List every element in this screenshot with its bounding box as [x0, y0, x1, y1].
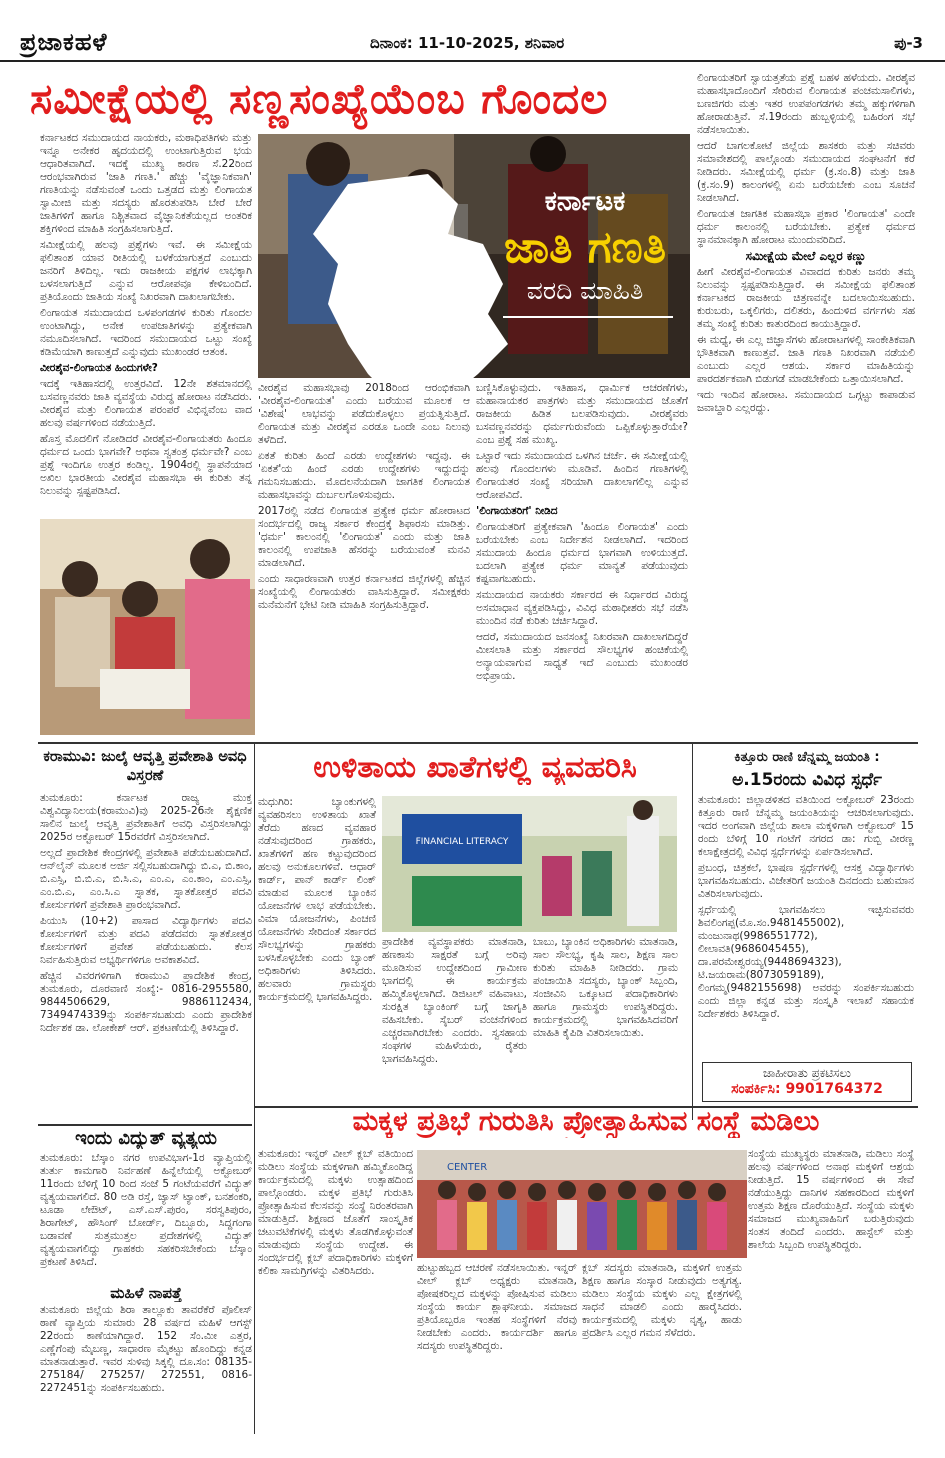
savings-article-col-3	[533, 936, 678, 1116]
savings-article-col-1	[258, 796, 376, 1116]
paragraph: ಲಿಂಗಾಯತ ಸಮುದಾಯದ ಒಳಪಂಗಡಗಳ ಕುರಿತು ಗೊಂದಲ ಉಂಟಾಗಿದ್ದು, ಅನೇಕ ಉಪಜಾತಿಗಳನ್ನು ಪ್ರತ್ಯೇಕವಾಗಿ ನಮೂದಿಸಲಾಗಿದೆ. ಇದರಿಂದ ಸಮುದಾಯದ ಒಟ್ಟು ಸಂಖ್ಯೆ ಕಡಿಮೆಯಾಗಿ ಕಾಣುತ್ತದೆ ಎನ್ನುವುದು ಮುಖಂಡರ ಆತಂಕ.	[40, 307, 252, 358]
paragraph: ಸಮೀಕ್ಷೆಯಲ್ಲಿ ಹಲವು ಪ್ರಶ್ನೆಗಳು ಇವೆ. ಈ ಸಮೀಕ್ಷೆಯ ಫಲಿತಾಂಶ ಯಾವ ರೀತಿಯಲ್ಲಿ ಬಳಕೆಯಾಗುತ್ತದೆ ಎಂಬುದು ಜನರಿಗೆ ತಿಳಿದಿಲ್ಲ. ಇದು ರಾಜಕೀಯ ಪಕ್ಷಗಳ ಲಾಭಕ್ಕಾಗಿ ಬಳಸಲಾಗುತ್ತಿದೆ ಎನ್ನುವ ಆರೋಪವೂ ಕೇಳಿಬಂದಿದೆ. ಪ್ರತಿಯೊಂದು ಜಾತಿಯ ಸಂಖ್ಯೆ ನಿಖರವಾಗಿ ದಾಖಲಾಗಬೇಕು.	[40, 239, 252, 303]
madilu-article-col-2	[417, 1262, 577, 1434]
paragraph: ವೀರಶೈವ ಮಹಾಸಭಾವು 2018ರಿಂದ ಆರಂಭಿಕವಾಗಿ 'ವೀರಶೈವ-ಲಿಂಗಾಯತ' ಎಂದು ಬರೆಯುವ ಮೂಲಕ ಆ 'ವಿಶೇಷ' ಲಾಭವನ್ನು ಪಡೆದುಕೊಳ್ಳಲು ಪ್ರಯತ್ನಿಸುತ್ತಿದೆ. ಲಿಂಗಾಯತ ಮತ್ತು ವೀರಶೈವ ಎರಡೂ ಒಂದೇ ಎಂಬ ನಿಲುವು ತಳೆದಿದೆ.	[258, 382, 470, 446]
paper-name: ಪ್ರಜಾಕಹಳೆ	[20, 28, 108, 56]
masthead	[0, 0, 945, 62]
lead-headline: ಸಮೀಕ್ಷೆಯಲ್ಲಿ ಸಣ್ಣಸಂಖ್ಯೆಯೆಂಬ ಗೊಂದಲ	[30, 74, 609, 123]
madilu-group-photo	[417, 1150, 747, 1258]
kittur-headline-line-1: ಕಿತ್ತೂರು ರಾಣಿ ಚೆನ್ನಮ್ಮ ಜಯಂತಿ :	[734, 750, 880, 765]
subheading: ವೀರಶೈವ-ಲಿಂಗಾಯತ ಹಿಂದುಗಳೇ?	[40, 362, 158, 374]
savings-article-col-2	[382, 936, 527, 1116]
ad-phone: ಸಂಪರ್ಕಿಸಿ: 9901764372	[731, 1081, 883, 1097]
paragraph: ಈ ಮಧ್ಯೆ, ಈ ಎಲ್ಲ ಜಿಜ್ಞಾಸೆಗಳು ಹೋರಾಟಗಳಲ್ಲಿ ಸಾಂಕೇತಿಕವಾಗಿ ಭೌತಿಕವಾಗಿ ಕಾಣುತ್ತವೆ. ಜಾತಿ ಗಣತಿ ನಿಖರವಾಗಿ ನಡೆಯಲಿ ಎಂಬುದು ಎಲ್ಲರ ಆಶಯ. ಸರ್ಕಾರ ಮಾಹಿತಿಯನ್ನು ಪಾರದರ್ಶಕವಾಗಿ ಬಿಡುಗಡೆ ಮಾಡಬೇಕೆಂದು ಒತ್ತಾಯಿಸಲಾಗಿದೆ.	[697, 334, 915, 385]
madilu-article-col-1	[258, 1148, 413, 1434]
photo-banner-text: FINANCIAL LITERACY	[415, 837, 509, 847]
caste-census-hero-image	[258, 134, 690, 378]
hero-divider	[503, 316, 673, 318]
paragraph: ಒಟ್ಟಾರೆ ಇದು ಸಮುದಾಯದ ಒಳಗಿನ ಚರ್ಚೆ. ಈ ಸಮೀಕ್ಷೆಯಲ್ಲಿ ಹಲವು ಗೊಂದಲಗಳು ಮೂಡಿವೆ. ಹಿಂದಿನ ಗಣತಿಗಳಲ್ಲಿ ಲಿಂಗಾಯತರ ಸಂಖ್ಯೆ ಸರಿಯಾಗಿ ದಾಖಲಾಗಲಿಲ್ಲ ಎನ್ನುವ ಆರೋಪವಿದೆ.	[476, 450, 688, 501]
paragraph: ತುಮಕೂರು: ಜಿಲ್ಲಾಡಳಿತದ ವತಿಯಿಂದ ಅಕ್ಟೋಬರ್ 23ರಂದು ಕಿತ್ತೂರು ರಾಣಿ ಚೆನ್ನಮ್ಮ ಜಯಂತಿಯನ್ನು ಆಚರಿಸಲಾಗುವುದು. ಇದರ ಅಂಗವಾಗಿ ಜಿಲ್ಲೆಯ ಶಾಲಾ ಮಕ್ಕಳಿಗಾಗಿ ಅಕ್ಟೋಬರ್ 15 ರಂದು ಬೆಳಿಗ್ಗೆ 10 ಗಂಟೆಗೆ ನಗರದ ಡಾ: ಗುಬ್ಬಿ ವೀರಣ್ಣ ಕಲಾಕ್ಷೇತ್ರದಲ್ಲಿ ವಿವಿಧ ಸ್ಪರ್ಧೆಗಳನ್ನು ಏರ್ಪಡಿಸಲಾಗಿದೆ.	[698, 794, 914, 858]
karamuvi-article	[40, 792, 252, 1122]
paragraph: ಹೊಸ್ತ ಮೊದಲಿಗೆ ನೋಡಿದರೆ ವೀರಶೈವ-ಲಿಂಗಾಯತರು ಹಿಂದೂ ಧರ್ಮದ ಒಂದು ಭಾಗವೇ? ಅಥವಾ ಸ್ವತಂತ್ರ ಧರ್ಮವೇ? ಎಂಬ ಪ್ರಶ್ನೆ ಇಂದಿಗೂ ಉತ್ತರ ಕಂಡಿಲ್ಲ. 1904ರಲ್ಲಿ ಸ್ಥಾಪನೆಯಾದ ಅಖಿಲ ಭಾರತೀಯ ವೀರಶೈವ ಮಹಾಸಭಾ ಈ ಕುರಿತು ತನ್ನ ನಿಲುವನ್ನು ಸ್ಪಷ್ಟಪಡಿಸಿದೆ.	[40, 433, 252, 497]
page-number: ಪು-3	[894, 34, 923, 52]
date-line: ದಿನಾಂಕ: 11-10-2025, ಶನಿವಾರ	[370, 34, 565, 52]
missing-woman-headline: ಮಹಿಳೆ ನಾಪತ್ತೆ	[110, 1284, 182, 1302]
paragraph: ಸ್ಪರ್ಧೆಯಲ್ಲಿ ಭಾಗವಹಿಸಲು ಇಚ್ಛಿಸುವವರು ಶಿವಲಿಂಗಪ್ಪ(ಮೊ.ಸಂ.9481455002), ಮಂಜುನಾಥ(9986551772), ಲೀಲಾವತಿ(9686045455), ದಾ.ಪರಮೇಶ್ವರಯ್ಯ(9448694323), ಟಿ.ಜಯರಾಮ(8073059189), ಲಿಂಗಮ್ಮ(9482155698) ಅವರನ್ನು ಸಂಪರ್ಕಿಸಬಹುದು ಎಂದು ಜಿಲ್ಲಾ ಕನ್ನಡ ಮತ್ತು ಸಂಸ್ಕೃತಿ ಇಲಾಖೆ ಸಹಾಯಕ ನಿರ್ದೇಶಕರು ತಿಳಿಸಿದ್ದಾರೆ.	[698, 904, 914, 1020]
paragraph: 2017ರಲ್ಲಿ ನಡೆದ ಲಿಂಗಾಯತ ಪ್ರತ್ಯೇಕ ಧರ್ಮ ಹೋರಾಟದ ಸಂದರ್ಭದಲ್ಲಿ ರಾಜ್ಯ ಸರ್ಕಾರ ಕೇಂದ್ರಕ್ಕೆ ಶಿಫಾರಸು ಮಾಡಿತ್ತು. 'ಧರ್ಮ' ಕಾಲಂನಲ್ಲಿ 'ಲಿಂಗಾಯತ' ಎಂದು ಮತ್ತು ಜಾತಿ ಕಾಲಂನಲ್ಲಿ ಉಪಜಾತಿ ಹೆಸರನ್ನು ಬರೆಯುವಂತೆ ಮನವಿ ಮಾಡಲಾಗಿದೆ.	[258, 505, 470, 569]
paragraph: ಬಾಬು, ಬ್ಯಾಂಕಿನ ಅಧಿಕಾರಿಗಳು ಮಾತನಾಡಿ, ಸಾಲ ಸೌಲಭ್ಯ, ಕೃಷಿ ಸಾಲ, ಶಿಕ್ಷಣ ಸಾಲ ಕುರಿತು ಮಾಹಿತಿ ನೀಡಿದರು. ಗ್ರಾಮ ಪಂಚಾಯಿತಿ ಸದಸ್ಯರು, ಬ್ಯಾಂಕ್ ಸಿಬ್ಬಂದಿ, ಸಂಜೀವಿನಿ ಒಕ್ಕೂಟದ ಪದಾಧಿಕಾರಿಗಳು ಹಾಗೂ ಗ್ರಾಮಸ್ಥರು ಉಪಸ್ಥಿತರಿದ್ದರು. ಕಾರ್ಯಕ್ರಮದಲ್ಲಿ ಭಾಗವಹಿಸಿದವರಿಗೆ ಮಾಹಿತಿ ಕೈಪಿಡಿ ವಿತರಿಸಲಾಯಿತು.	[533, 936, 678, 1039]
paragraph: ಎಂದು ಸಾಧಾರಣವಾಗಿ ಉತ್ತರ ಕರ್ನಾಟಕದ ಜಿಲ್ಲೆಗಳಲ್ಲಿ ಹೆಚ್ಚಿನ ಸಂಖ್ಯೆಯಲ್ಲಿ ಲಿಂಗಾಯತರು ವಾಸಿಸುತ್ತಿದ್ದಾರೆ. ಸಮೀಕ್ಷಕರು ಮನೆಮನೆಗೆ ಭೇಟಿ ನೀಡಿ ಮಾಹಿತಿ ಸಂಗ್ರಹಿಸುತ್ತಿದ್ದಾರೆ.	[258, 573, 470, 611]
paragraph: ಮಧುಗಿರಿ: ಬ್ಯಾಂಕುಗಳಲ್ಲಿ ವ್ಯವಹರಿಸಲು ಉಳಿತಾಯ ಖಾತೆ ತೆರೆದು ಹಣದ ವ್ಯವಹಾರ ನಡೆಸುವುದರಿಂದ ಗ್ರಾಹಕರು, ಖಾತೆಗಳಿಗೆ ಹಣ ಕಟ್ಟುವುದರಿಂದ ಹಲವು ಅನುಕೂಲಗಳಿವೆ. ಆಧಾರ್ ಕಾರ್ಡ್, ಪಾನ್ ಕಾರ್ಡ್ ಲಿಂಕ್ ಮಾಡುವ ಮೂಲಕ ಬ್ಯಾಂಕಿನ ಯೋಜನೆಗಳ ಲಾಭ ಪಡೆಯಬೇಕು. ವಿಮಾ ಯೋಜನೆಗಳು, ಪಿಂಚಣಿ ಯೋಜನೆಗಳು ಸೇರಿದಂತೆ ಸರ್ಕಾರದ ಸೌಲಭ್ಯಗಳನ್ನು ಗ್ರಾಹಕರು ಬಳಸಿಕೊಳ್ಳಬೇಕು ಎಂದು ಬ್ಯಾಂಕ್ ಅಧಿಕಾರಿಗಳು ತಿಳಿಸಿದರು. ಹಲವಾರು ಗ್ರಾಮಸ್ಥರು ಕಾರ್ಯಕ್ರಮದಲ್ಲಿ ಭಾಗವಹಿಸಿದ್ದರು.	[258, 796, 376, 1003]
kittur-article	[698, 794, 914, 1058]
lead-column-4	[697, 72, 915, 734]
madilu-article-col-3	[582, 1262, 742, 1434]
column-divider	[692, 744, 693, 1120]
lead-column-2	[258, 382, 470, 732]
paragraph: ಲಿಂಗಾಯತ ಜಾಗತಿಕ ಮಹಾಸಭಾ ಪ್ರಕಾರ 'ಲಿಂಗಾಯತ' ಎಂದೇ ಧರ್ಮ ಕಾಲಂನಲ್ಲಿ ಬರೆಯಬೇಕು. ಪ್ರತ್ಯೇಕ ಧರ್ಮದ ಸ್ಥಾನಮಾನಕ್ಕಾಗಿ ಹೋರಾಟ ಮುಂದುವರಿದಿದೆ.	[697, 208, 915, 246]
paragraph: ಲಿಂಗಾಯತರಿಗೆ ಪ್ರತ್ಯೇಕವಾಗಿ 'ಹಿಂದೂ ಲಿಂಗಾಯತ' ಎಂದು ಬರೆಯಬೇಕು ಎಂಬ ನಿರ್ದೇಶನ ನೀಡಲಾಗಿದೆ. ಇದರಿಂದ ಸಮುದಾಯ ಹಿಂದೂ ಧರ್ಮದ ಭಾಗವಾಗಿ ಉಳಿಯುತ್ತದೆ. ಬದಲಾಗಿ ಪ್ರತ್ಯೇಕ ಧರ್ಮ ಮಾನ್ಯತೆ ಪಡೆಯುವುದು ಕಷ್ಟವಾಗಬಹುದು.	[476, 521, 688, 585]
paragraph: ಆದರೆ, ಸಮುದಾಯದ ಜನಸಂಖ್ಯೆ ನಿಖರವಾಗಿ ದಾಖಲಾಗದಿದ್ದರೆ ಮೀಸಲಾತಿ ಮತ್ತು ಸರ್ಕಾರದ ಸೌಲಭ್ಯಗಳ ಹಂಚಿಕೆಯಲ್ಲಿ ಅನ್ಯಾಯವಾಗುವ ಸಾಧ್ಯತೆ ಇದೆ ಎಂಬುದು ಮುಖಂಡರ ಅಭಿಪ್ರಾಯ.	[476, 631, 688, 682]
paragraph: ಲಿಂಗಾಯತರಿಗೆ ಸ್ವಾಯತ್ತತೆಯ ಪ್ರಶ್ನೆ ಬಹಳ ಹಳೆಯದು. ವೀರಶೈವ ಮಹಾಸಭಾದೊಂದಿಗೆ ಸೇರಿರುವ ಲಿಂಗಾಯತ ಪಂಚಮಸಾಲಿಗಳು, ಬಣಜಿಗರು ಮತ್ತು ಇತರ ಉಪಪಂಗಡಗಳು ತಮ್ಮ ಹಕ್ಕುಗಳಿಗಾಗಿ ಹೋರಾಡುತ್ತಿವೆ. ಸೆ.19ರಂದು ಹುಬ್ಬಳ್ಳಿಯಲ್ಲಿ ಬಹಿರಂಗ ಸಭೆ ನಡೆಸಲಾಯಿತು.	[697, 72, 915, 136]
paragraph: ಬಣ್ಣಿಸಿಕೊಳ್ಳುವುದು. ಇತಿಹಾಸ, ಧಾರ್ಮಿಕ ಆಚರಣೆಗಳು, ಮಹಾನಾಯಕರ ಪಾತ್ರಗಳು ಮತ್ತು ಸಮುದಾಯದ ಜೊತೆಗೆ ರಾಜಕೀಯ ಹಿಡಿತ ಬಲಪಡಿಸುವುದು. ವೀರಶೈವರು ಬಸವಣ್ಣನವರನ್ನು ಧರ್ಮಗುರುವೆಂದು ಒಪ್ಪಿಕೊಳ್ಳುತ್ತಾರೆಯೇ? ಎಂಬ ಪ್ರಶ್ನೆ ಸಹ ಮುಖ್ಯ.	[476, 382, 688, 446]
paragraph: ಪ್ರಾದೇಶಿಕ ವ್ಯವಸ್ಥಾಪಕರು ಮಾತನಾಡಿ, ಹಣಕಾಸು ಸಾಕ್ಷರತೆ ಬಗ್ಗೆ ಅರಿವು ಮೂಡಿಸುವ ಉದ್ದೇಶದಿಂದ ಗ್ರಾಮೀಣ ಭಾಗದಲ್ಲಿ ಈ ಕಾರ್ಯಕ್ರಮ ಹಮ್ಮಿಕೊಳ್ಳಲಾಗಿದೆ. ಡಿಜಿಟಲ್ ವಹಿವಾಟು, ಸುರಕ್ಷಿತ ಬ್ಯಾಂಕಿಂಗ್ ಬಗ್ಗೆ ಜಾಗೃತಿ ವಹಿಸಬೇಕು. ಸೈಬರ್ ವಂಚನೆಗಳಿಂದ ಎಚ್ಚರವಾಗಿರಬೇಕು ಎಂದರು. ಸ್ವಸಹಾಯ ಸಂಘಗಳ ಮಹಿಳೆಯರು, ರೈತರು ಭಾಗವಹಿಸಿದ್ದರು.	[382, 936, 527, 1065]
paragraph: ಸಂಸ್ಥೆಯ ಮುಖ್ಯಸ್ಥರು ಮಾತನಾಡಿ, ಮಡಿಲು ಸಂಸ್ಥೆ ಹಲವು ವರ್ಷಗಳಿಂದ ಅನಾಥ ಮಕ್ಕಳಿಗೆ ಆಶ್ರಯ ನೀಡುತ್ತಿದೆ. 15 ವರ್ಷಗಳಿಂದ ಈ ಸೇವೆ ನಡೆಯುತ್ತಿದ್ದು ದಾನಿಗಳ ಸಹಕಾರದಿಂದ ಮಕ್ಕಳಿಗೆ ಉತ್ತಮ ಶಿಕ್ಷಣ ದೊರೆಯುತ್ತಿದೆ. ಸಂಸ್ಥೆಯ ಮಕ್ಕಳು ಸಮಾಜದ ಮುಖ್ಯವಾಹಿನಿಗೆ ಬರುತ್ತಿರುವುದು ಸಂತಸ ತಂದಿದೆ ಎಂದರು. ಹಾಸ್ಟೆಲ್ ಮತ್ತು ಶಾಲೆಯ ಸಿಬ್ಬಂದಿ ಉಪಸ್ಥಿತರಿದ್ದರು.	[748, 1148, 914, 1251]
paragraph: ಏಕತೆ ಕುರಿತು ಹಿಂದೆ ಎರಡು ಉದ್ದೇಶಗಳು ಇದ್ದವು. ಈ 'ಏಕತೆ'ಯ ಹಿಂದೆ ಎರಡು ಉದ್ದೇಶಗಳು ಇದ್ದುದನ್ನು ಗಮನಿಸಬಹುದು. ಮೊದಲನೆಯದಾಗಿ ಜಾಗತಿಕ ಲಿಂಗಾಯತ ಮಹಾಸಭಾವನ್ನು ದುರ್ಬಲಗೊಳಿಸುವುದು.	[258, 450, 470, 501]
paragraph: ಪ್ರಬಂಧ, ಚಿತ್ರಕಲೆ, ಭಾಷಣ ಸ್ಪರ್ಧೆಗಳಲ್ಲಿ ಆಸಕ್ತ ವಿದ್ಯಾರ್ಥಿಗಳು ಭಾಗವಹಿಸಬಹುದು. ವಿಜೇತರಿಗೆ ಜಯಂತಿ ದಿನದಂದು ಬಹುಮಾನ ವಿತರಿಸಲಾಗುವುದು.	[698, 862, 914, 900]
section-divider	[38, 742, 918, 744]
hero-title-karnataka: ಕರ್ನಾಟಕ	[544, 186, 626, 217]
madilu-headline: ಮಕ್ಕಳ ಪ್ರತಿಭೆ ಗುರುತಿಸಿ ಪ್ರೋತ್ಸಾಹಿಸುವ ಸಂಸ್ಥೆ ಮಡಿಲು	[352, 1106, 820, 1137]
paragraph: ಕ್ಲಬ್ ಸದಸ್ಯರು ಮಾತನಾಡಿ, ಮಕ್ಕಳಿಗೆ ಉತ್ತಮ ಶಿಕ್ಷಣ ಹಾಗೂ ಸಂಸ್ಕಾರ ನೀಡುವುದು ಅತ್ಯಗತ್ಯ. ಮಡಿಲು ಸಂಸ್ಥೆಯ ಮಕ್ಕಳು ಎಲ್ಲ ಕ್ಷೇತ್ರಗಳಲ್ಲಿ ಸಾಧನೆ ಮಾಡಲಿ ಎಂದು ಹಾರೈಸಿದರು. ಕಾರ್ಯಕ್ರಮದಲ್ಲಿ ಮಕ್ಕಳು ನೃತ್ಯ, ಹಾಡು ಪ್ರದರ್ಶಿಸಿ ಎಲ್ಲರ ಗಮನ ಸೆಳೆದರು.	[582, 1262, 742, 1339]
paragraph: ಹೆಚ್ಚಿನ ವಿವರಗಳಿಗಾಗಿ ಕರಾಮುವಿ ಪ್ರಾದೇಶಿಕ ಕೇಂದ್ರ, ತುಮಕೂರು, ದೂರವಾಣಿ ಸಂಖ್ಯೆ:- 0816-2955580, 9844506629, 9886112434, 7349474339ನ್ನು ಸಂಪರ್ಕಿಸಬಹುದು ಎಂದು ಪ್ರಾದೇಶಿಕ ನಿರ್ದೇಶಕ ಡಾ. ಲೋಕೇಶ್ ಆರ್. ಪ್ರಕಟಣೆಯಲ್ಲಿ ತಿಳಿಸಿದ್ದಾರೆ.	[40, 970, 252, 1034]
kittur-headline-line-2: ಅ.15ರಂದು ವಿವಿಧ ಸ್ಪರ್ಧೆ	[732, 770, 882, 790]
survey-women-photo	[40, 519, 255, 735]
paragraph: ತುಮಕೂರು ಜಿಲ್ಲೆಯ ಶಿರಾ ತಾಲ್ಲೂಕು ತಾವರೆಕೆರೆ ಪೊಲೀಸ್ ಠಾಣೆ ವ್ಯಾಪ್ತಿಯ ಸುಮಾರು 28 ವರ್ಷದ ಮಹಿಳೆ ಆಗಸ್ಟ್ 22ರಂದು ಕಾಣೆಯಾಗಿದ್ದಾರೆ. 152 ಸೆಂ.ಮೀ ಎತ್ತರ, ಎಣ್ಣೆಗೆಂಪು ಮೈಬಣ್ಣ, ಸಾಧಾರಣ ಮೈಕಟ್ಟು ಹೊಂದಿದ್ದು ಕನ್ನಡ ಮಾತನಾಡುತ್ತಾರೆ. ಇವರ ಸುಳಿವು ಸಿಕ್ಕಲ್ಲಿ ದೂ.ಸಂ: 08135-275184/ 275257/ 272551, 0816-2272451ನ್ನು ಸಂಪರ್ಕಿಸಬಹುದು.	[40, 1304, 252, 1394]
savings-account-headline: ಉಳಿತಾಯ ಖಾತೆಗಳಲ್ಲಿ ವ್ಯವಹರಿಸಿ	[313, 750, 637, 785]
karamuvi-headline: ಕರಾಮುವಿ: ಜುಲೈ ಆವೃತ್ತಿ ಪ್ರವೇಶಾತಿ ಅವಧಿ ವಿಸ್ತರಣೆ	[43, 749, 247, 784]
paragraph: ತುಮಕೂರು: ಇನ್ನರ್ ವೀಲ್ ಕ್ಲಬ್ ವತಿಯಿಂದ ಮಡಿಲು ಸಂಸ್ಥೆಯ ಮಕ್ಕಳಿಗಾಗಿ ಹಮ್ಮಿಕೊಂಡಿದ್ದ ಕಾರ್ಯಕ್ರಮದಲ್ಲಿ ಮಕ್ಕಳು ಉತ್ಸಾಹದಿಂದ ಪಾಲ್ಗೊಂಡರು. ಮಕ್ಕಳ ಪ್ರತಿಭೆ ಗುರುತಿಸಿ ಪ್ರೋತ್ಸಾಹಿಸುವ ಕೆಲಸವನ್ನು ಸಂಸ್ಥೆ ನಿರಂತರವಾಗಿ ಮಾಡುತ್ತಿದೆ. ಶಿಕ್ಷಣದ ಜೊತೆಗೆ ಸಾಂಸ್ಕೃತಿಕ ಚಟುವಟಿಕೆಗಳಲ್ಲಿ ಮಕ್ಕಳು ತೊಡಗಿಕೊಳ್ಳುವಂತೆ ಮಾಡುವುದು ಸಂಸ್ಥೆಯ ಉದ್ದೇಶ. ಈ ಸಂದರ್ಭದಲ್ಲಿ ಕ್ಲಬ್ ಪದಾಧಿಕಾರಿಗಳು ಮಕ್ಕಳಿಗೆ ಕಲಿಕಾ ಸಾಮಗ್ರಿಗಳನ್ನು ವಿತರಿಸಿದರು.	[258, 1148, 413, 1277]
paragraph: ಅಲ್ಲದೆ ಪ್ರಾದೇಶಿಕ ಕೇಂದ್ರಗಳಲ್ಲಿ ಪ್ರವೇಶಾತಿ ಪಡೆಯಬಹುದಾಗಿದೆ. ಆನ್‌ಲೈನ್ ಮೂಲಕ ಅರ್ಜಿ ಸಲ್ಲಿಸಬಹುದಾಗಿದ್ದು ಬಿ.ಎ, ಬಿ.ಕಾಂ, ಬಿ.ಎಸ್ಸಿ, ಬಿ.ಬಿ.ಎ, ಬಿ.ಸಿ.ಎ, ಎಂ.ಎ, ಎಂ.ಕಾಂ, ಎಂ.ಎಸ್ಸಿ, ಎಂ.ಬಿ.ಎ, ಎಂ.ಸಿ.ಎ ಸ್ನಾತಕ, ಸ್ನಾತಕೋತ್ತರ ಪದವಿ ಕೋರ್ಸುಗಳಿಗೆ ಪ್ರವೇಶಾತಿ ಪ್ರಾರಂಭವಾಗಿದೆ.	[40, 847, 252, 911]
paragraph: ಸಮುದಾಯದ ನಾಯಕರು ಸರ್ಕಾರದ ಈ ನಿರ್ಧಾರದ ವಿರುದ್ಧ ಅಸಮಾಧಾನ ವ್ಯಕ್ತಪಡಿಸಿದ್ದು, ವಿವಿಧ ಮಠಾಧೀಶರು ಸಭೆ ನಡೆಸಿ ಮುಂದಿನ ನಡೆ ಕುರಿತು ಚರ್ಚಿಸಿದ್ದಾರೆ.	[476, 589, 688, 627]
paragraph: ಹೀಗೆ ವೀರಶೈವ-ಲಿಂಗಾಯತ ವಿವಾದದ ಕುರಿತು ಜನರು ತಮ್ಮ ನಿಲುವನ್ನು ಸ್ಪಷ್ಟಪಡಿಸುತ್ತಿದ್ದಾರೆ. ಈ ಸಮೀಕ್ಷೆಯ ಫಲಿತಾಂಶ ಕರ್ನಾಟಕದ ರಾಜಕೀಯ ಚಿತ್ರಣವನ್ನೇ ಬದಲಾಯಿಸಬಹುದು. ಕುರುಬರು, ಒಕ್ಕಲಿಗರು, ದಲಿತರು, ಹಿಂದುಳಿದ ವರ್ಗಗಳು ಸಹ ತಮ್ಮ ಸಂಖ್ಯೆ ಕುರಿತು ಕಾತುರದಿಂದ ಕಾಯುತ್ತಿದ್ದಾರೆ.	[697, 266, 915, 330]
paragraph: ಇದಕ್ಕೆ ಇತಿಹಾಸದಲ್ಲಿ ಉತ್ತರವಿದೆ. 12ನೇ ಶತಮಾನದಲ್ಲಿ ಬಸವಣ್ಣನವರು ಜಾತಿ ವ್ಯವಸ್ಥೆಯ ವಿರುದ್ಧ ಹೋರಾಟ ನಡೆಸಿದರು. ವೀರಶೈವ ಮತ್ತು ಲಿಂಗಾಯತ ಪರಂಪರೆ ವಿಭಿನ್ನವೆಂಬ ವಾದ ಹಲವು ವರ್ಷಗಳಿಂದ ನಡೆಯುತ್ತಿದೆ.	[40, 378, 252, 429]
paragraph: ಇದು ಇಂದಿನ ಹೋರಾಟ. ಸಮುದಾಯದ ಒಗ್ಗಟ್ಟು ಕಾಪಾಡುವ ಜವಾಬ್ದಾರಿ ಎಲ್ಲರದ್ದು.	[697, 389, 915, 414]
paragraph: ಆದರೆ ಬಾಗಲಕೋಟೆ ಜಿಲ್ಲೆಯ ಶಾಸಕರು ಮತ್ತು ಸಚಿವರು ಸಮಾವೇಶದಲ್ಲಿ ಪಾಲ್ಗೊಂಡು ಸಮುದಾಯದ ಸಂಘಟನೆಗೆ ಕರೆ ನೀಡಿದರು. ಸಮೀಕ್ಷೆಯಲ್ಲಿ ಧರ್ಮ (ಕ್ರ.ಸಂ.8) ಮತ್ತು ಜಾತಿ (ಕ್ರ.ಸಂ.9) ಕಾಲಂಗಳಲ್ಲಿ ಏನು ಬರೆಯಬೇಕು ಎಂಬ ಸೂಚನೆ ನೀಡಲಾಗಿದೆ.	[697, 140, 915, 204]
lead-column-1	[40, 132, 252, 516]
lead-column-3	[476, 382, 688, 732]
paragraph: ತುಮಕೂರು: ಬೆಸ್ಕಾಂ ನಗರ ಉಪವಿಭಾಗ-1ರ ವ್ಯಾಪ್ತಿಯಲ್ಲಿ ತುರ್ತು ಕಾಮಗಾರಿ ನಿರ್ವಹಣೆ ಹಿನ್ನೆಲೆಯಲ್ಲಿ ಅಕ್ಟೋಬರ್ 11ರಂದು ಬೆಳಿಗ್ಗೆ 10 ರಿಂದ ಸಂಜೆ 5 ಗಂಟೆಯವರೆಗೆ ವಿದ್ಯುತ್ ವ್ಯತ್ಯಯವಾಗಲಿದೆ. 80 ಅಡಿ ರಸ್ತೆ, ಜ್ಯಾಸ್ ಟ್ಯಾಂಕ್, ಬನಶಂಕರಿ, ಟೂಡಾ ಲೇಔಟ್, ಎಸ್.ಎಸ್.ಪುರಂ, ಸರಸ್ವತಿಪುರಂ, ಶಿರಾಗೇಟ್, ಹೌಸಿಂಗ್ ಬೋರ್ಡ್, ದಿಬ್ಬೂರು, ಸಿದ್ದಗಂಗಾ ಬಡಾವಣೆ ಸುತ್ತಮುತ್ತಲ ಪ್ರದೇಶಗಳಲ್ಲಿ ವಿದ್ಯುತ್ ವ್ಯತ್ಯಯವಾಗಲಿದ್ದು ಗ್ರಾಹಕರು ಸಹಕರಿಸಬೇಕೆಂದು ಬೆಸ್ಕಾಂ ಪ್ರಕಟಣೆ ತಿಳಿಸಿದೆ.	[40, 1152, 252, 1268]
ad-label: ಜಾಹೀರಾತು ಪ್ರಕಟಿಸಲು	[763, 1066, 851, 1080]
section-divider	[38, 1124, 252, 1126]
subheading: ಸಮೀಕ್ಷೆಯ ಮೇಲೆ ಎಲ್ಲರ ಕಣ್ಣು	[745, 249, 867, 263]
column-divider	[254, 744, 255, 1434]
missing-woman-article	[40, 1304, 252, 1432]
subheading: 'ಲಿಂಗಾಯತರಿಗೆ' ನೀಡಿದ	[476, 505, 558, 517]
financial-literacy-photo	[382, 796, 677, 932]
madilu-article-col-4	[748, 1148, 914, 1434]
hero-title-census: ಜಾತಿ ಗಣತಿ	[503, 222, 667, 273]
paragraph: ಹುಟ್ಟುಹಬ್ಬದ ಆಚರಣೆ ನಡೆಸಲಾಯಿತು. ಇನ್ನರ್ ವೀಲ್ ಕ್ಲಬ್ ಅಧ್ಯಕ್ಷರು ಮಾತನಾಡಿ, ಪೋಷಕರಿಲ್ಲದ ಮಕ್ಕಳನ್ನು ಪೋಷಿಸುವ ಮಡಿಲು ಸಂಸ್ಥೆಯ ಕಾರ್ಯ ಶ್ಲಾಘನೀಯ. ಸಮಾಜದ ಪ್ರತಿಯೊಬ್ಬರೂ ಇಂತಹ ಸಂಸ್ಥೆಗಳಿಗೆ ನೆರವು ನೀಡಬೇಕು ಎಂದರು. ಕಾರ್ಯದರ್ಶಿ ಹಾಗೂ ಸದಸ್ಯರು ಉಪಸ್ಥಿತರಿದ್ದರು.	[417, 1262, 577, 1352]
power-cut-headline: ಇಂದು ವಿದ್ಯುತ್ ವ್ಯತ್ಯಯ	[75, 1128, 217, 1149]
paragraph: ತುಮಕೂರು: ಕರ್ನಾಟಕ ರಾಜ್ಯ ಮುಕ್ತ ವಿಶ್ವವಿದ್ಯಾನಿಲಯ(ಕರಾಮುವಿ)ವು 2025-26ನೇ ಶೈಕ್ಷಣಿಕ ಸಾಲಿನ ಜುಲೈ ಆವೃತ್ತಿ ಪ್ರವೇಶಾತಿಗೆ ಅವಧಿ ವಿಸ್ತರಿಸಲಾಗಿದ್ದು 2025ರ ಅಕ್ಟೋಬರ್ 15ರವರೆಗೆ ವಿಸ್ತರಿಸಲಾಗಿದೆ.	[40, 792, 252, 843]
paragraph: ಪಿಯುಸಿ (10+2) ಪಾಸಾದ ವಿದ್ಯಾರ್ಥಿಗಳು ಪದವಿ ಕೋರ್ಸುಗಳಿಗೆ ಮತ್ತು ಪದವಿ ಪಡೆದವರು ಸ್ನಾತಕೋತ್ತರ ಕೋರ್ಸುಗಳಿಗೆ ಪ್ರವೇಶ ಪಡೆಯಬಹುದು. ಕೆಲಸ ನಿರ್ವಹಿಸುತ್ತಿರುವ ಅಭ್ಯರ್ಥಿಗಳಿಗೂ ಅವಕಾಶವಿದೆ.	[40, 915, 252, 966]
hero-title-report: ವರದಿ ಮಾಹಿತಿ	[526, 276, 644, 305]
advertisement-contact-box	[702, 1062, 912, 1102]
photo-banner-text: CENTER	[447, 1162, 488, 1173]
power-cut-article	[40, 1152, 252, 1282]
paragraph: ಕರ್ನಾಟಕದ ಸಮುದಾಯದ ನಾಯಕರು, ಮಠಾಧಿಪತಿಗಳು ಮತ್ತು ಇನ್ನೂ ಅನೇಕರ ಹೃದಯದಲ್ಲಿ ಉಂಟಾಗುತ್ತಿರುವ ಭಯ ಆಧಾರಿತವಾಗಿದೆ. ಇದಕ್ಕೆ ಮುಖ್ಯ ಕಾರಣ ಸೆ.22ರಿಂದ ಆರಂಭವಾಗಿರುವ 'ಜಾತಿ ಗಣತಿ.' ಹೆಚ್ಚು 'ವೈಜ್ಞಾನಿಕವಾಗಿ' ಗಣತಿಯನ್ನು ನಡೆಸುವಂತೆ ಒಂದು ಒತ್ತಡದ ಮತ್ತು ಲಿಂಗಾಯತ ಸ್ವಾಮೀಜಿ ಮತ್ತು ಸದಸ್ಯರು ಹೊರತುಪಡಿಸಿ ಬೇರೆ ಬೇರೆ ಜಾತಿಗಳಿಗೆ ಹಾಗೂ ನಿಶ್ಚಿತವಾದ ವೈಜ್ಞಾನಿಕತೆಯಲ್ಲದ ಅಂತರಿಕ ಶಕ್ತಿಗಳಿಂದ ಮಾಹಿತಿ ಸಂಗ್ರಹಿಸಲಾಗುತ್ತಿದೆ.	[40, 132, 252, 235]
